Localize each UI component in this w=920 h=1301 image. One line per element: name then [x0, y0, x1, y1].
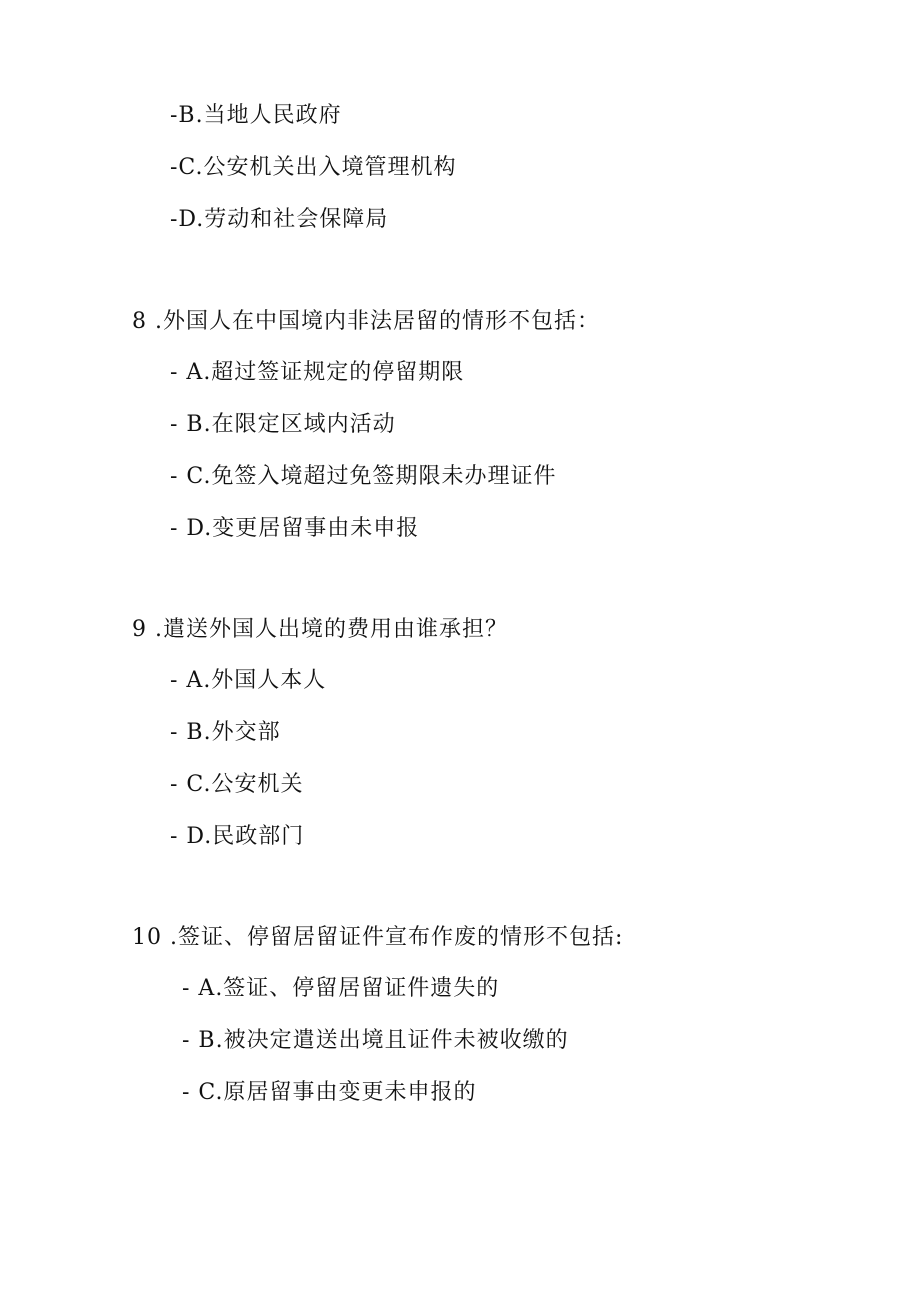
q8-option-c: - C.免签入境超过免签期限未办理证件 — [170, 464, 557, 489]
q10-option-a: - A.签证、停留居留证件遗失的 — [182, 976, 500, 1001]
q7-option-d: -D.劳动和社会保障局 — [170, 207, 389, 232]
q8-question: 8 .外国人在中国境内非法居留的情形不包括： — [132, 309, 600, 334]
q10-option-c: - C.原居留事由变更未申报的 — [182, 1080, 477, 1105]
q9-question: 9 .遣送外国人出境的费用由谁承担？ — [132, 617, 508, 642]
q10-option-b: - B.被决定遣送出境且证件未被收缴的 — [182, 1028, 569, 1053]
q8-option-a: - A.超过签证规定的停留期限 — [170, 360, 465, 385]
q8-option-b: - B.在限定区域内活动 — [170, 412, 396, 437]
q7-option-c: -C.公安机关出入境管理机构 — [170, 155, 457, 180]
q9-option-c: - C.公安机关 — [170, 772, 304, 797]
q8-option-d: - D.变更居留事由未申报 — [170, 516, 420, 541]
q9-option-a: - A.外国人本人 — [170, 668, 327, 693]
q7-option-b: -B.当地人民政府 — [170, 103, 342, 128]
q9-option-d: - D.民政部门 — [170, 824, 305, 849]
q10-question: 10 .签证、停留居留证件宣布作废的情形不包括: — [132, 925, 624, 950]
q9-option-b: - B.外交部 — [170, 720, 281, 745]
